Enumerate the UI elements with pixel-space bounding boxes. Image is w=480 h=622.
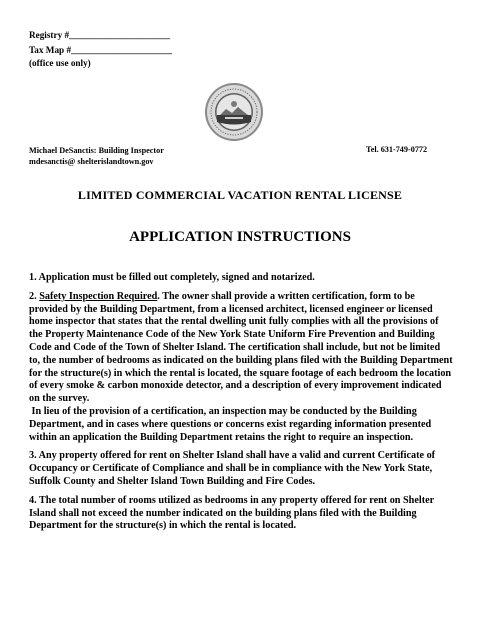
office-use-note: (office use only) [29, 58, 91, 68]
registry-field: Registry #______________________ [29, 30, 171, 40]
instruction-item-2-continuation: In lieu of the provision of a certification, an inspection may be conducted by the Building Department, and in cases where questions or concerns exist regarding information presented within an application the Building Department retains the right to require an inspection. [29, 405, 432, 443]
inspector-contact [29, 145, 164, 167]
instruction-item-2-number: 2. [29, 290, 40, 302]
page-title: LIMITED COMMERCIAL VACATION RENTAL LICENSE [77, 188, 403, 202]
instruction-item-3: 3. Any property offered for rent on Shelter Island shall have a valid and current Certificate of Occupancy or Certificate of Compliance and shall be in compliance with the New York State, Suffolk County and Shelter Island Town Building and Fire Codes. [29, 450, 436, 487]
town-seal-icon [204, 82, 264, 142]
instruction-item-2-heading: Safety Inspection Required [39, 290, 158, 302]
instruction-item-4: 4. The total number of rooms utilized as bedrooms in any property offered for rent on Shelter Island shall not exceed the number indicated on the building plans filed with the Building Department for the structure(s) in which the rental is located. [29, 494, 434, 532]
instructions-body [29, 272, 453, 539]
page-subtitle: APPLICATION INSTRUCTIONS [129, 229, 351, 245]
tax-map-field: Tax Map #______________________ [29, 45, 173, 55]
instruction-item-2-text: . The owner shall provide a written certification, form to be provided by the Building Department, from a licensed architect, licensed engineer or licensed home inspector that states that the rental dwelling unit fully complies with all the provisions of the Property Maintenance Code of the New York State Uniform Fire Prevention and Building Code and Code of the Town of Shelter Island. The certification shall include, but not be limited to, the number of bedrooms as indicated on the building plans filed with the Building Department for the structure(s) in which the rental is located, the square footage of each bedroom the location of every smoke & carbon monoxide detector, and a description of every improvement indicated on the survey. [29, 290, 453, 405]
instruction-item-2 [29, 291, 453, 445]
inspector-name: Michael DeSanctis: Building Inspector [29, 146, 164, 155]
instruction-item-1: 1. Application must be filled out completely, signed and notarized. [29, 272, 315, 283]
office-use-fields [29, 28, 172, 69]
inspector-phone: Tel. 631-749-0772 [366, 145, 428, 154]
inspector-email[interactable]: mdesanctis@ shelterislandtown.gov [29, 157, 154, 166]
